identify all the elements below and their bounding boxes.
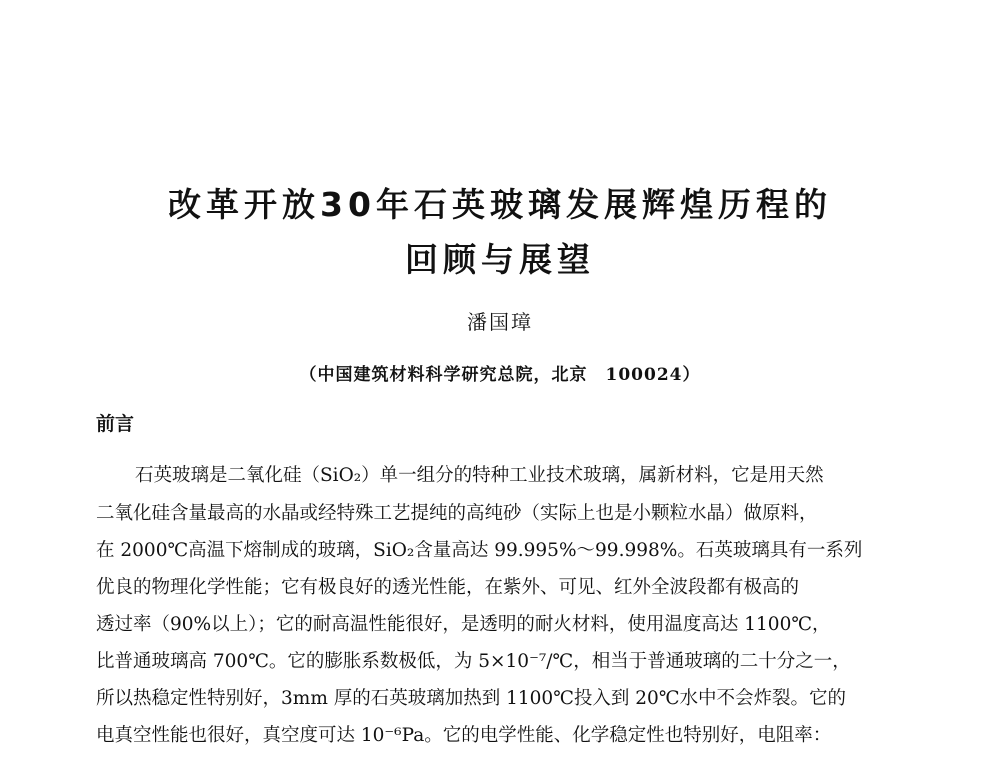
- paper-title-line-1: 改革开放30年石英玻璃发展辉煌历程的: [168, 185, 832, 224]
- paragraph-line: 比普通玻璃高 700℃。它的膨胀系数极低，为 5×10⁻⁷/℃，相当于普通玻璃的二十分之一，: [96, 651, 851, 672]
- author-affiliation: （中国建筑材料科学研究总院，北京 100024）: [299, 365, 701, 385]
- paragraph-line: 二氧化硅含量最高的水晶或经特殊工艺提纯的高纯砂（实际上也是小颗粒水晶）做原料，: [96, 503, 818, 524]
- paragraph-line: 石英玻璃是二氧化硅（SiO₂）单一组分的特种工业技术玻璃，属新材料，它是用天然: [135, 465, 824, 486]
- paragraph-line: 在 2000℃高温下熔制成的玻璃，SiO₂含量高达 99.995%～99.998%。石英玻璃具有一系列: [96, 540, 863, 561]
- paper-title-line-2: 回顾与展望: [405, 240, 595, 279]
- author-name: 潘国璋: [467, 310, 533, 334]
- paragraph-line: 透过率（90%以上）；它的耐高温性能很好，是透明的耐火材料，使用温度高达 1100℃，: [96, 614, 831, 635]
- section-heading-preface: 前言: [96, 413, 135, 435]
- paragraph-line: 优良的物理化学性能；它有极良好的透光性能，在紫外、可见、红外全波段都有极高的: [96, 577, 800, 598]
- paragraph-line: 电真空性能也很好，真空度可达 10⁻⁶Pa。它的电学性能、化学稳定性也特别好，电阻率：: [96, 725, 832, 746]
- paragraph-line: 所以热稳定性特别好，3mm 厚的石英玻璃加热到 1100℃投入到 20℃水中不会炸裂。它的: [96, 688, 847, 709]
